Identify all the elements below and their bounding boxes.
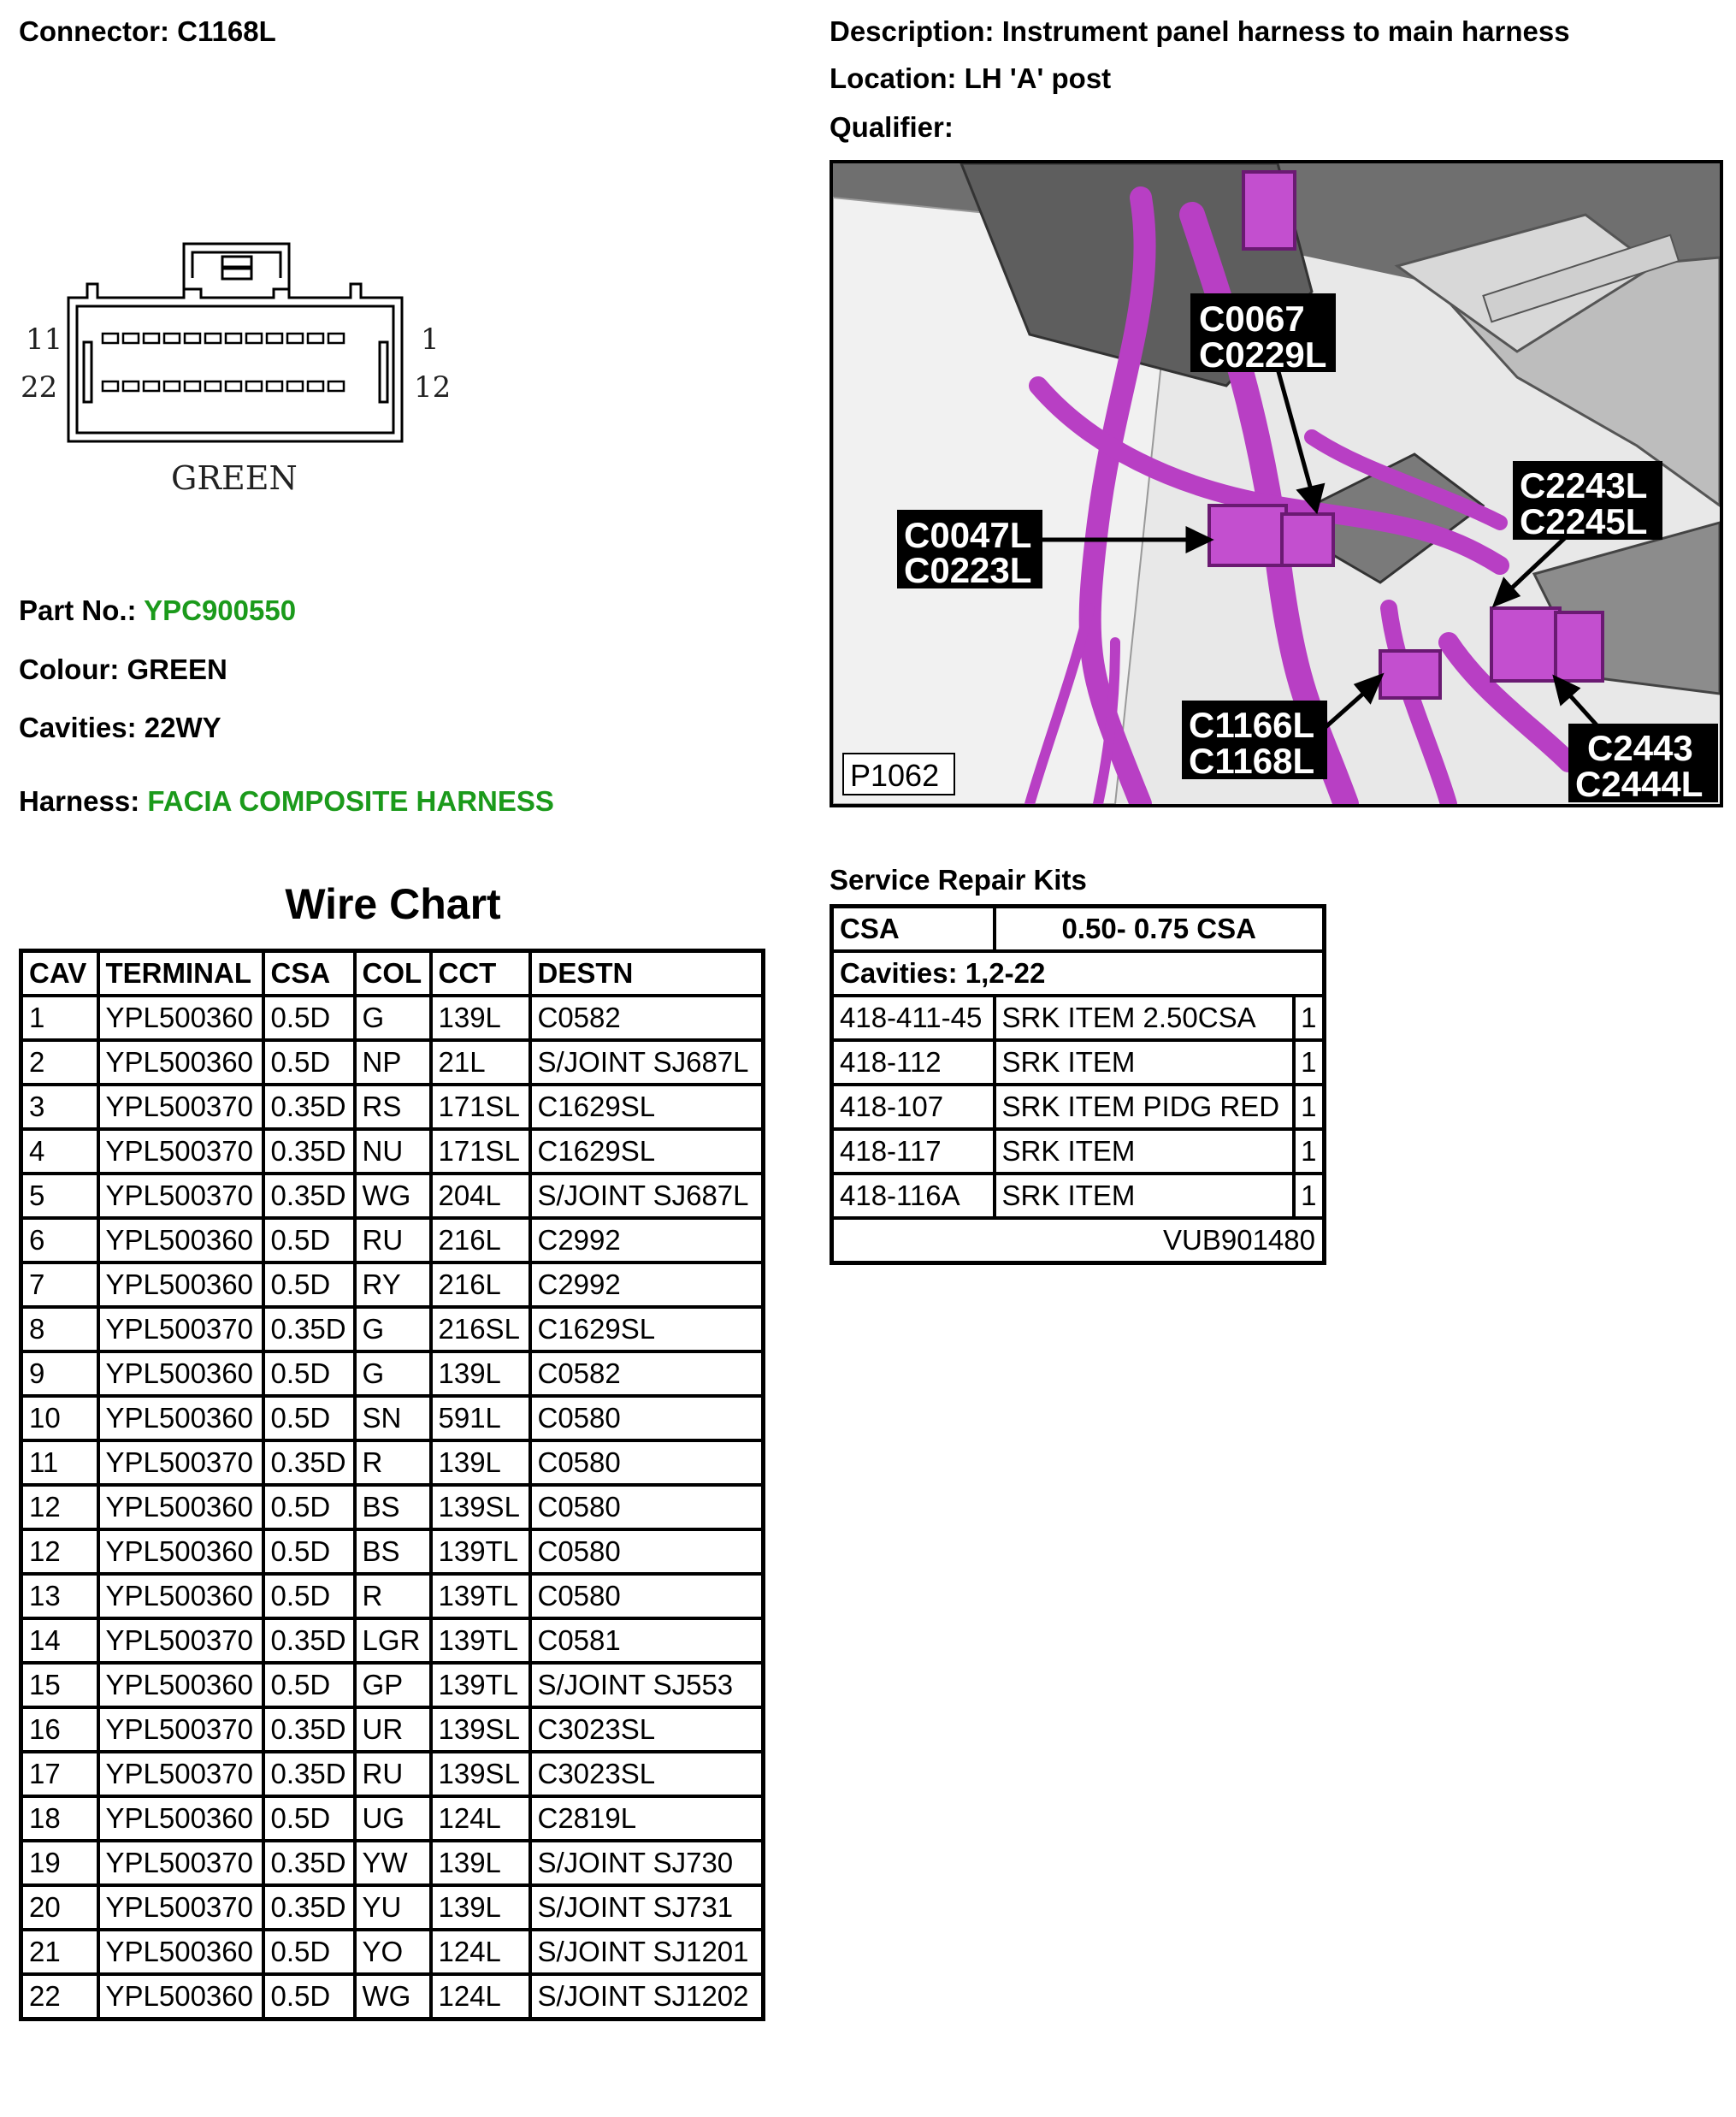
kit-quantity: 1 (1294, 1085, 1325, 1129)
callout-c0223l: C0223L (904, 550, 1032, 590)
cell-cct: 139TL (431, 1618, 530, 1663)
wire-chart-header-row (21, 951, 764, 996)
location-label: Location: (830, 62, 957, 94)
cell-col: YO (355, 1930, 431, 1974)
wire-chart-title: Wire Chart (285, 880, 501, 928)
col-header-destn: DESTN (530, 951, 764, 996)
cell-terminal: YPL500370 (98, 1752, 263, 1796)
cell-cav: 11 (21, 1440, 98, 1485)
callout-c2245l: C2245L (1520, 501, 1648, 541)
cell-terminal: YPL500360 (98, 1263, 263, 1307)
kit-part-number: 418-411-45 (832, 996, 995, 1040)
cell-cav: 16 (21, 1707, 98, 1752)
wire-row (21, 1396, 764, 1440)
cell-csa: 0.5D (263, 1263, 355, 1307)
harness-label: Harness: (19, 785, 140, 817)
cell-csa: 0.5D (263, 1040, 355, 1085)
cell-destn: S/JOINT SJ1202 (530, 1974, 764, 2019)
cell-terminal: YPL500360 (98, 1351, 263, 1396)
cell-cct: 216SL (431, 1307, 530, 1351)
cell-terminal: YPL500360 (98, 1529, 263, 1574)
cell-cav: 17 (21, 1752, 98, 1796)
callout-c1168l: C1168L (1189, 741, 1315, 781)
kit-reference-number: VUB901480 (832, 1218, 1325, 1263)
col-header-terminal: TERMINAL (98, 951, 263, 996)
description-line (830, 15, 1570, 48)
cell-destn: S/JOINT SJ553 (530, 1663, 764, 1707)
connector-id: C1168L (177, 15, 276, 47)
cell-destn: C0581 (530, 1618, 764, 1663)
callout-c2243l: C2243L (1520, 465, 1648, 506)
cell-cct: 216L (431, 1218, 530, 1263)
cell-col: UG (355, 1796, 431, 1841)
colour-line (19, 653, 227, 686)
cell-cct: 171SL (431, 1129, 530, 1174)
cell-cct: 124L (431, 1796, 530, 1841)
cell-terminal: YPL500370 (98, 1440, 263, 1485)
cell-terminal: YPL500370 (98, 1174, 263, 1218)
wire-row (21, 1174, 764, 1218)
callout-c0047l: C0047L (904, 515, 1032, 555)
cell-csa: 0.35D (263, 1440, 355, 1485)
cell-col: RS (355, 1085, 431, 1129)
cavities-line (19, 712, 221, 744)
cell-col: WG (355, 1974, 431, 2019)
cell-col: BS (355, 1529, 431, 1574)
cell-cav: 2 (21, 1040, 98, 1085)
cell-terminal: YPL500360 (98, 1485, 263, 1529)
cell-cav: 22 (21, 1974, 98, 2019)
cell-csa: 0.35D (263, 1885, 355, 1930)
location-value: LH 'A' post (964, 62, 1112, 94)
cell-cct: 204L (431, 1174, 530, 1218)
cell-cav: 8 (21, 1307, 98, 1351)
connector-face-diagram (17, 231, 462, 513)
cell-cav: 12 (21, 1485, 98, 1529)
description-value: Instrument panel harness to main harness (1001, 15, 1570, 47)
callout-c0229l: C0229L (1199, 334, 1327, 375)
cell-col: NU (355, 1129, 431, 1174)
cell-terminal: YPL500360 (98, 1218, 263, 1263)
kit-description: SRK ITEM (995, 1174, 1294, 1218)
cell-col: G (355, 996, 431, 1040)
wire-row (21, 1351, 764, 1396)
cell-cav: 18 (21, 1796, 98, 1841)
cell-destn: S/JOINT SJ731 (530, 1885, 764, 1930)
cell-destn: C0582 (530, 1351, 764, 1396)
kit-csa-label: CSA (832, 907, 995, 952)
cell-destn: C1629SL (530, 1307, 764, 1351)
cell-csa: 0.35D (263, 1618, 355, 1663)
col-header-cav: CAV (21, 951, 98, 996)
harness-value[interactable]: FACIA COMPOSITE HARNESS (147, 785, 554, 817)
description-label: Description: (830, 15, 995, 47)
callout-c2443: C2443 (1587, 728, 1693, 768)
cell-cct: 139SL (431, 1707, 530, 1752)
cell-col: SN (355, 1396, 431, 1440)
cell-cct: 139SL (431, 1752, 530, 1796)
kit-item-row (832, 996, 1325, 1040)
kit-part-number: 418-117 (832, 1129, 995, 1174)
cell-cav: 14 (21, 1618, 98, 1663)
cell-terminal: YPL500370 (98, 1841, 263, 1885)
cell-csa: 0.5D (263, 1396, 355, 1440)
harness-illustration (833, 163, 1720, 804)
cell-terminal: YPL500370 (98, 1885, 263, 1930)
kit-quantity: 1 (1294, 1040, 1325, 1085)
wire-row (21, 1707, 764, 1752)
cell-cav: 15 (21, 1663, 98, 1707)
kit-csa-value: 0.50- 0.75 CSA (995, 907, 1325, 952)
cell-destn: S/JOINT SJ687L (530, 1040, 764, 1085)
kit-part-number: 418-107 (832, 1085, 995, 1129)
connector-colour-caption: GREEN (171, 459, 298, 497)
wire-row (21, 1930, 764, 1974)
cell-destn: S/JOINT SJ687L (530, 1174, 764, 1218)
cell-destn: C0580 (530, 1485, 764, 1529)
kit-description: SRK ITEM 2.50CSA (995, 996, 1294, 1040)
cell-cav: 12 (21, 1529, 98, 1574)
qualifier-label: Qualifier: (830, 111, 954, 143)
kit-item-row (832, 1040, 1325, 1085)
callout-c1166l: C1166L (1189, 705, 1315, 745)
wire-row (21, 1307, 764, 1351)
location-photo (830, 160, 1723, 807)
cell-col: RU (355, 1218, 431, 1263)
cell-terminal: YPL500360 (98, 1796, 263, 1841)
cavities-label: Cavities: (19, 712, 137, 743)
cell-destn: S/JOINT SJ1201 (530, 1930, 764, 1974)
cell-terminal: YPL500360 (98, 1663, 263, 1707)
cell-terminal: YPL500360 (98, 996, 263, 1040)
cell-csa: 0.5D (263, 1351, 355, 1396)
cell-cct: 139L (431, 1841, 530, 1885)
wire-row (21, 1885, 764, 1930)
kit-quantity: 1 (1294, 996, 1325, 1040)
cell-cav: 5 (21, 1174, 98, 1218)
cell-cct: 591L (431, 1396, 530, 1440)
kit-cavities: Cavities: 1,2-22 (832, 951, 1325, 996)
cell-col: BS (355, 1485, 431, 1529)
cell-cav: 7 (21, 1263, 98, 1307)
cavities-value: 22WY (144, 712, 221, 743)
cell-destn: C2992 (530, 1218, 764, 1263)
colour-label: Colour: (19, 653, 120, 685)
cell-col: WG (355, 1174, 431, 1218)
cell-col: R (355, 1574, 431, 1618)
wire-row (21, 1085, 764, 1129)
cell-cct: 139L (431, 1440, 530, 1485)
col-header-col: COL (355, 951, 431, 996)
cell-csa: 0.35D (263, 1841, 355, 1885)
cell-col: R (355, 1440, 431, 1485)
cell-terminal: YPL500360 (98, 1040, 263, 1085)
cell-destn: C3023SL (530, 1752, 764, 1796)
cell-csa: 0.5D (263, 1574, 355, 1618)
cell-terminal: YPL500370 (98, 1707, 263, 1752)
kit-part-number: 418-116A (832, 1174, 995, 1218)
cell-col: G (355, 1307, 431, 1351)
wire-row (21, 1485, 764, 1529)
kit-quantity: 1 (1294, 1174, 1325, 1218)
kit-item-row (832, 1129, 1325, 1174)
wire-row (21, 1974, 764, 2019)
cell-cct: 139L (431, 1885, 530, 1930)
cell-csa: 0.35D (263, 1129, 355, 1174)
cell-csa: 0.5D (263, 1663, 355, 1707)
wire-row (21, 1529, 764, 1574)
colour-value: GREEN (127, 653, 227, 685)
cell-cct: 216L (431, 1263, 530, 1307)
wire-row (21, 1663, 764, 1707)
wire-row (21, 1796, 764, 1841)
cell-csa: 0.35D (263, 1174, 355, 1218)
cell-cct: 21L (431, 1040, 530, 1085)
cell-destn: S/JOINT SJ730 (530, 1841, 764, 1885)
cell-csa: 0.5D (263, 1529, 355, 1574)
cell-csa: 0.35D (263, 1085, 355, 1129)
wire-row (21, 996, 764, 1040)
kit-quantity: 1 (1294, 1129, 1325, 1174)
wire-row (21, 1263, 764, 1307)
cell-cct: 139L (431, 996, 530, 1040)
pin-11-label: 11 (26, 322, 63, 357)
cell-csa: 0.5D (263, 1930, 355, 1974)
cell-destn: C3023SL (530, 1707, 764, 1752)
cell-destn: C2819L (530, 1796, 764, 1841)
kit-item-row (832, 1085, 1325, 1129)
cell-cct: 139TL (431, 1529, 530, 1574)
service-kits-title: Service Repair Kits (830, 864, 1087, 896)
kit-footer-row (832, 1218, 1325, 1263)
cell-terminal: YPL500370 (98, 1618, 263, 1663)
kit-description: SRK ITEM PIDG RED (995, 1085, 1294, 1129)
cell-terminal: YPL500370 (98, 1307, 263, 1351)
wire-row (21, 1574, 764, 1618)
wire-row (21, 1752, 764, 1796)
wire-row (21, 1440, 764, 1485)
cell-terminal: YPL500360 (98, 1574, 263, 1618)
cell-destn: C2992 (530, 1263, 764, 1307)
cell-col: RU (355, 1752, 431, 1796)
cell-col: LGR (355, 1618, 431, 1663)
cell-csa: 0.5D (263, 1485, 355, 1529)
cell-cct: 139TL (431, 1574, 530, 1618)
cell-csa: 0.5D (263, 1974, 355, 2019)
wire-row (21, 1040, 764, 1085)
cell-terminal: YPL500370 (98, 1129, 263, 1174)
cell-col: RY (355, 1263, 431, 1307)
cell-cav: 21 (21, 1930, 98, 1974)
kit-cavities-row (832, 951, 1325, 996)
cell-cct: 171SL (431, 1085, 530, 1129)
part-number-label: Part No.: (19, 594, 137, 626)
cell-cct: 124L (431, 1974, 530, 2019)
cell-cav: 6 (21, 1218, 98, 1263)
cell-col: GP (355, 1663, 431, 1707)
cell-cav: 1 (21, 996, 98, 1040)
pin-12-label: 12 (414, 370, 452, 405)
callout-c2444l: C2444L (1575, 764, 1704, 804)
wire-row (21, 1218, 764, 1263)
connector-line (19, 15, 276, 48)
cell-csa: 0.35D (263, 1307, 355, 1351)
cell-cct: 124L (431, 1930, 530, 1974)
pin-22-label: 22 (21, 370, 58, 405)
cell-cav: 19 (21, 1841, 98, 1885)
cell-cct: 139SL (431, 1485, 530, 1529)
part-number-value[interactable]: YPC900550 (144, 594, 297, 626)
cell-col: UR (355, 1707, 431, 1752)
cell-destn: C0580 (530, 1529, 764, 1574)
cell-col: G (355, 1351, 431, 1396)
service-kits-table (830, 904, 1326, 1265)
cell-csa: 0.5D (263, 996, 355, 1040)
cell-destn: C1629SL (530, 1085, 764, 1129)
part-number-line (19, 594, 296, 627)
pin-1-label: 1 (421, 322, 440, 357)
cell-cav: 20 (21, 1885, 98, 1930)
location-line (830, 62, 1111, 95)
callout-c0067: C0067 (1199, 299, 1305, 339)
cell-terminal: YPL500360 (98, 1974, 263, 2019)
cell-destn: C1629SL (530, 1129, 764, 1174)
cell-csa: 0.5D (263, 1218, 355, 1263)
kit-description: SRK ITEM (995, 1040, 1294, 1085)
cell-col: YW (355, 1841, 431, 1885)
cell-cav: 9 (21, 1351, 98, 1396)
cell-cav: 13 (21, 1574, 98, 1618)
cell-csa: 0.5D (263, 1796, 355, 1841)
cell-terminal: YPL500360 (98, 1930, 263, 1974)
cell-col: NP (355, 1040, 431, 1085)
harness-line (19, 785, 554, 818)
col-header-csa: CSA (263, 951, 355, 996)
cell-csa: 0.35D (263, 1707, 355, 1752)
col-header-cct: CCT (431, 951, 530, 996)
kit-description: SRK ITEM (995, 1129, 1294, 1174)
wire-row (21, 1618, 764, 1663)
cell-destn: C0582 (530, 996, 764, 1040)
cell-cav: 10 (21, 1396, 98, 1440)
cell-terminal: YPL500370 (98, 1085, 263, 1129)
cell-destn: C0580 (530, 1574, 764, 1618)
cell-csa: 0.35D (263, 1752, 355, 1796)
connector-label: Connector: (19, 15, 169, 47)
cell-cct: 139L (431, 1351, 530, 1396)
wire-row (21, 1129, 764, 1174)
cell-terminal: YPL500360 (98, 1396, 263, 1440)
cell-cav: 4 (21, 1129, 98, 1174)
wire-chart-table (19, 949, 765, 2021)
kit-part-number: 418-112 (832, 1040, 995, 1085)
cell-col: YU (355, 1885, 431, 1930)
cell-cav: 3 (21, 1085, 98, 1129)
cell-destn: C0580 (530, 1440, 764, 1485)
kit-csa-row (832, 907, 1325, 952)
kit-item-row (832, 1174, 1325, 1218)
cell-cct: 139TL (431, 1663, 530, 1707)
cell-destn: C0580 (530, 1396, 764, 1440)
photo-reference: P1062 (850, 758, 940, 793)
wire-row (21, 1841, 764, 1885)
